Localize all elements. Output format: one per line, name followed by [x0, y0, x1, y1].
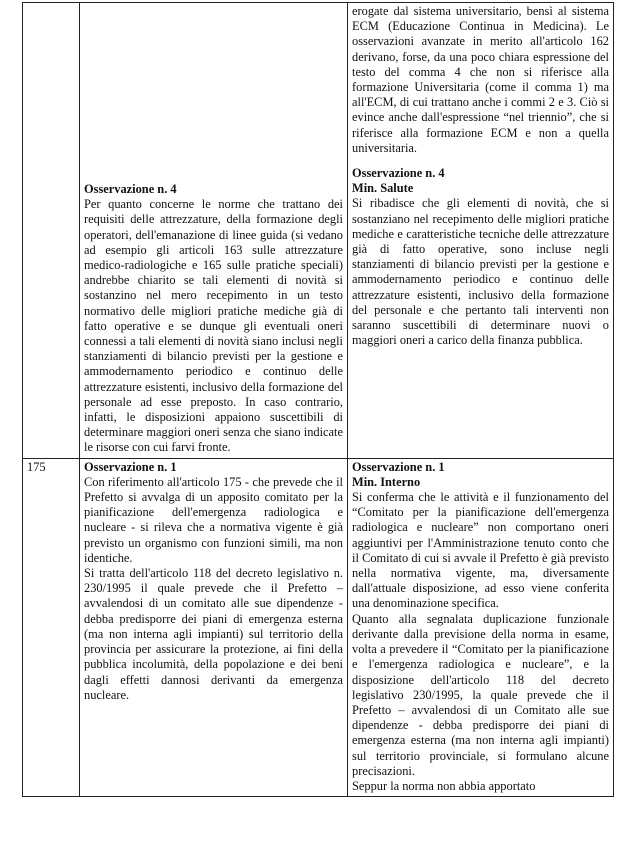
observation-text: Si tratta dell'articolo 118 del decreto legislativo n. 230/1995 il quale prevede che il Prefetto – avvalendosi di un comitato alle sue dipendenze - debba predisporre dei piani di emergenza esterna (ma non interna agli impianti) sul territorio della provincia per assicurare la protezione, ai fini della pubblica incolumità, della popolazione e dei beni dagli effetti dannosi derivanti da emergenza nucleare.	[84, 566, 343, 702]
observation-heading: Osservazione n. 1	[84, 459, 177, 474]
observations-table	[22, 2, 614, 797]
article-cell: 175	[23, 458, 80, 796]
article-cell	[23, 3, 80, 459]
response-text: Seppur la norma non abbia apportato	[352, 778, 536, 793]
observation-cell	[80, 458, 348, 796]
observation-text: Con riferimento all'articolo 175 - che prevede che il Prefetto si avvalga di un apposito comitato per la pianificazione dell'emergenza radiologica e nucleare - si rileva che a normativa vigente è già previsto un organismo con funzioni simili, ma non identiche.	[84, 474, 343, 565]
response-text: Quanto alla segnalata duplicazione funzionale derivante dalla previsione della norma in esame, volta a prevedere il “Comitato per la pianificazione e l'emergenza radiologica e nucleare”, e la disposizione dell'articolo 118 del decreto legislativo 230/1995, la quale prevede che il Prefetto – avvalendosi di un Comitato alle sue dipendenze - debba predisporre dei piani di emergenza esterna (ma non interna agli impianti) sul territorio provinciale, si formulano alcune precisazioni.	[352, 611, 609, 778]
observation-text: Per quanto concerne le norme che trattano dei requisiti delle attrezzature, della formazione degli operatori, dell'emanazione di linee guida (si vedano ad esempio gli articoli 163 sulle attrezzature medico-radiologiche e 165 sulle pratiche speciali) andrebbe chiarito se tali elementi di novità si sostanzino nel mero recepimento in un testo normativo delle migliori pratiche mediche già di fatto operative e se dunque gli eventuali oneri connessi a tali elementi di novità siano inclusi negli stanziamenti di bilancio previsti per la gestione e ammodernamento periodico e continuo delle attrezzature esistenti, inclusivo della formazione del personale ad esse preposto. In caso contrario, infatti, le disposizioni appaiono suscettibili di determinare maggiori oneri senza che siano indicate le risorse con cui farvi fronte.	[84, 197, 343, 455]
response-ministry: Min. Interno	[352, 474, 421, 489]
table-row	[23, 3, 614, 459]
response-heading: Osservazione n. 1	[352, 459, 445, 474]
observation-heading: Osservazione n. 4	[84, 182, 177, 196]
response-text: Si ribadisce che gli elementi di novità, che si sostanziano nel recepimento delle migliori pratiche mediche e caratteristiche tecniche delle attrezzature già di fatto operative, sono incluse negli stanziamenti di bilancio previsti per la gestione e ammodernamento periodico e continuo delle attrezzature esistenti, inclusivo della formazione del personale e che pertanto tali interventi non saranno suscettibili di determinare nuovi o maggiori oneri a carico della finanza pubblica.	[352, 196, 609, 348]
table-row	[23, 458, 614, 796]
response-text: Si conferma che le attività e il funzionamento del “Comitato per la pianificazione dell'emergenza radiologica e nucleare” non comportano oneri aggiuntivi per l'Amministrazione tenuto conto che il Comitato di cui si avvale il Prefetto è già previsto nella normativa vigente, ma, diversamente dall'attuale disposizione, ad esso viene conferita una denominazione specifica.	[352, 490, 609, 611]
observation-cell	[80, 3, 348, 459]
response-continuation: erogate dal sistema universitario, bensì al sistema ECM (Educazione Continua in Medicina). Le osservazioni avanzate in merito all'articolo 162 derivano, forse, da una poco chiara espressione del testo del comma 4 che non si riferisce alla formazione Universitaria (come il comma 1) ma all'ECM, di cui trattano anche i commi 2 e 3. Ciò si evince anche dall'espressione “nel triennio”, che si riferisce alla formazione ECM e non a quella universitaria.	[352, 4, 609, 155]
response-cell	[348, 458, 614, 796]
response-heading: Osservazione n. 4	[352, 166, 445, 181]
response-cell	[348, 3, 614, 459]
response-ministry: Min. Salute	[352, 181, 414, 196]
